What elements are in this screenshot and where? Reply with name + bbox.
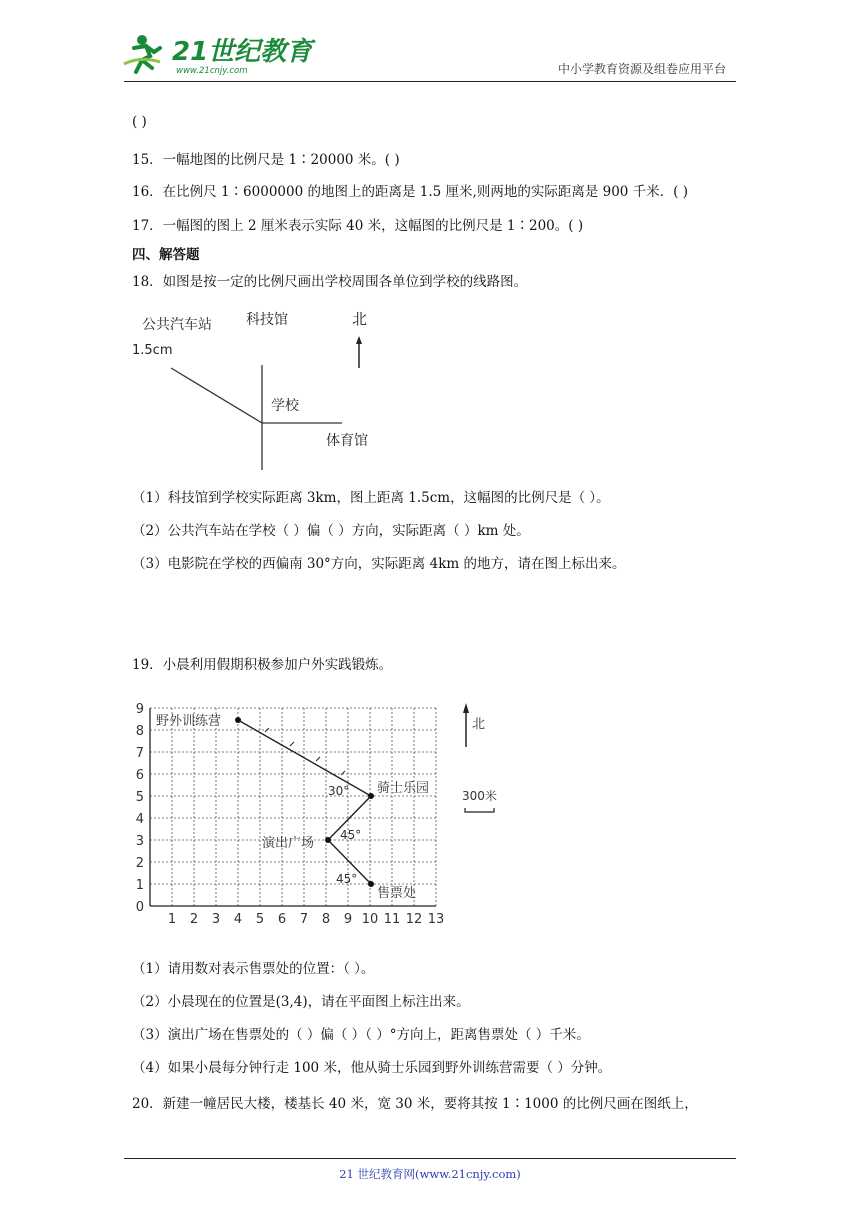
scale-label: 300米 [462, 789, 497, 803]
y-tick-label: 9 [135, 702, 144, 717]
school-label: 学校 [271, 398, 299, 414]
logo-text: 21世纪教育 [172, 37, 313, 67]
y-tick-label: 6 [135, 768, 144, 783]
answer-paren-line: ( ) [132, 114, 147, 130]
question-19-4: （4）如果小晨每分钟行走 100 米，他从骑士乐园到野外训练营需要（ ）分钟。 [132, 1060, 612, 1076]
bus-route-line [171, 368, 262, 423]
knight-park-label: 骑士乐园 [377, 781, 430, 796]
question-18-3: （3）电影院在学校的西偏南 30°方向，实际距离 4km 的地方，请在图上标出来。 [132, 556, 626, 572]
y-tick-label: 7 [135, 746, 144, 761]
north-label: 北 [352, 310, 368, 328]
y-tick-label: 0 [135, 900, 144, 915]
x-tick-label: 6 [277, 912, 287, 927]
question-16: 16．在比例尺 1∶6000000 的地图上的距离是 1.5 厘米,则两地的实际距离是 900 千米．( ) [132, 184, 688, 200]
route-map-figure [128, 300, 388, 475]
logo-subtext: www.21cnjy.com [176, 66, 248, 76]
grid-lines [150, 708, 436, 906]
plaza-point [325, 837, 331, 843]
question-18: 18．如图是按一定的比例尺画出学校周围各单位到学校的线路图。 [132, 274, 528, 290]
distance-label: 1.5cm [132, 343, 173, 358]
route-tick-marks [265, 728, 345, 775]
x-axis-ticks [168, 912, 444, 927]
x-tick-label: 2 [189, 912, 199, 927]
camp-point [235, 717, 241, 723]
ticket-point [368, 881, 374, 887]
question-18-2: （2）公共汽车站在学校（ ）偏（ ）方向，实际距离（ ）km 处。 [132, 523, 530, 539]
plaza-label: 演出广场 [262, 836, 315, 851]
science-museum-label: 科技馆 [246, 312, 288, 328]
ticket-label: 售票处 [377, 886, 417, 901]
gym-label: 体育馆 [326, 433, 368, 449]
question-19: 19．小晨利用假期积极参加户外实践锻炼。 [132, 657, 393, 673]
route-polyline [238, 720, 371, 884]
y-tick-label: 2 [135, 856, 144, 871]
camp-label: 野外训练营 [156, 714, 222, 729]
x-tick-label: 1 [167, 912, 177, 927]
question-19-2: （2）小晨现在的位置是(3,4)，请在平面图上标注出来。 [132, 994, 470, 1010]
bus-station-label: 公共汽车站 [142, 317, 212, 333]
x-tick-label: 8 [321, 912, 331, 927]
footer-text: 21 世纪教育网(www.21cnjy.com) [339, 1167, 521, 1181]
section-title-4: 四、解答题 [132, 247, 200, 263]
x-tick-label: 9 [343, 912, 353, 927]
north-arrow-icon [356, 336, 362, 368]
x-tick-label: 4 [233, 912, 243, 927]
x-tick-label: 3 [211, 912, 221, 927]
coordinate-grid-figure [128, 695, 518, 930]
y-axis-ticks [136, 702, 144, 915]
question-18-1: （1）科技馆到学校实际距离 3km，图上距离 1.5cm，这幅图的比例尺是（ ）。 [132, 490, 610, 506]
x-tick-label: 5 [255, 912, 265, 927]
header-platform-text: 中小学教育资源及组卷应用平台 [557, 62, 726, 76]
question-19-1: （1）请用数对表示售票处的位置：（ ）。 [132, 961, 375, 977]
question-15: 15．一幅地图的比例尺是 1∶20000 米。( ) [132, 152, 400, 168]
x-tick-label: 13 [427, 912, 445, 927]
x-tick-label: 11 [383, 912, 401, 927]
angle-30-label: 30° [328, 784, 350, 798]
x-tick-label: 7 [299, 912, 309, 927]
north-arrow-icon [463, 703, 469, 747]
x-tick-label: 12 [405, 912, 423, 927]
angle-45-lower-label: 45° [336, 872, 358, 886]
y-tick-label: 4 [135, 812, 144, 827]
site-logo [120, 30, 313, 78]
header-divider [124, 81, 736, 82]
y-tick-label: 8 [135, 724, 144, 739]
y-tick-label: 5 [135, 790, 144, 805]
north-label: 北 [472, 717, 486, 732]
footer-divider [124, 1158, 736, 1159]
question-20: 20．新建一幢居民大楼，楼基长 40 米，宽 30 米，要将其按 1∶1000 的比例尺画在图纸上， [132, 1096, 698, 1112]
x-tick-label: 10 [361, 912, 379, 927]
angle-45-upper-label: 45° [340, 828, 362, 842]
question-17: 17．一幅图的图上 2 厘米表示实际 40 米，这幅图的比例尺是 1∶200。( ) [132, 218, 584, 234]
y-tick-label: 1 [135, 878, 144, 893]
knight-park-point [368, 793, 374, 799]
scale-bar [465, 808, 494, 812]
y-tick-label: 3 [135, 834, 144, 849]
runner-icon [124, 35, 160, 72]
question-19-3: （3）演出广场在售票处的（ ）偏（ ）（ ）°方向上，距离售票处（ ）千米。 [132, 1027, 590, 1043]
